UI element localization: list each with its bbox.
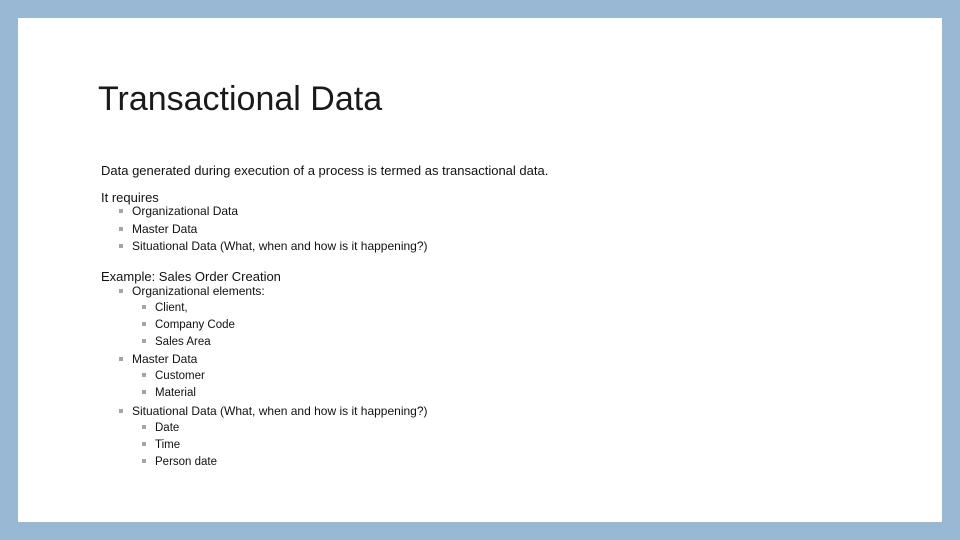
requires-heading: It requires [101,190,159,205]
slide-title: Transactional Data [98,80,383,118]
example-subitem: Time [142,439,180,451]
requires-item: Organizational Data [119,204,238,218]
example-group-label: Master Data [119,352,197,366]
bullet-icon [142,322,146,326]
example-subitem: Person date [142,456,217,468]
bullet-icon [119,244,123,248]
bullet-icon [142,339,146,343]
bullet-icon [119,227,123,231]
example-subitem: Sales Area [142,336,211,348]
example-subitem: Client, [142,302,188,314]
example-group-label: Situational Data (What, when and how is it happening?) [119,404,428,418]
example-subitem: Material [142,387,196,399]
requires-item: Master Data [119,222,197,236]
bullet-icon [142,459,146,463]
bullet-icon [119,209,123,213]
bullet-icon [119,409,123,413]
bullet-icon [119,289,123,293]
requires-item: Situational Data (What, when and how is it happening?) [119,239,428,253]
example-subitem: Customer [142,370,205,382]
bullet-icon [142,305,146,309]
bullet-icon [119,357,123,361]
bullet-icon [142,390,146,394]
example-group-label: Organizational elements: [119,284,265,298]
bullet-icon [142,373,146,377]
example-heading: Example: Sales Order Creation [101,269,281,284]
intro-text: Data generated during execution of a process is termed as transactional data. [101,163,549,178]
bullet-icon [142,425,146,429]
slide [18,18,942,522]
bullet-icon [142,442,146,446]
example-subitem: Company Code [142,319,235,331]
example-subitem: Date [142,422,179,434]
